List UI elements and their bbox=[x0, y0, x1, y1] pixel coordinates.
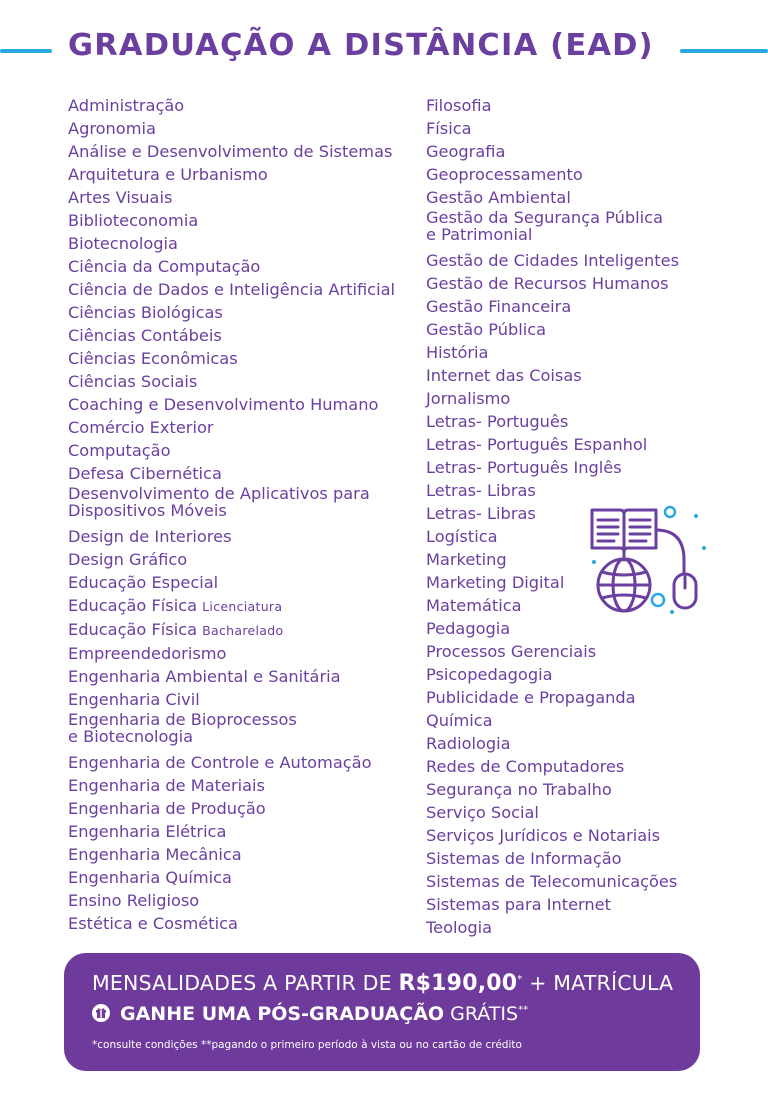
course-item bbox=[68, 594, 418, 618]
course-name: Engenharia Ambiental e Sanitária bbox=[68, 667, 341, 686]
title-right-rule bbox=[680, 49, 768, 53]
course-name: Educação Física bbox=[68, 620, 198, 639]
header bbox=[0, 0, 768, 100]
course-item bbox=[68, 665, 418, 688]
course-item bbox=[68, 525, 418, 548]
course-name: Biotecnologia bbox=[68, 234, 178, 253]
course-name: Letras- Português bbox=[426, 412, 569, 431]
course-name: Pedagogia bbox=[426, 619, 511, 638]
course-name: Gestão Financeira bbox=[426, 297, 572, 316]
course-name-line1: Gestão da Segurança Pública bbox=[426, 208, 663, 227]
monthly-price-line bbox=[92, 971, 673, 996]
course-item bbox=[68, 571, 418, 594]
course-name: Ciência de Dados e Inteligência Artificial bbox=[68, 280, 395, 299]
course-item bbox=[68, 278, 418, 301]
course-item bbox=[68, 140, 418, 163]
pricing-banner bbox=[64, 953, 700, 1071]
course-item bbox=[68, 439, 418, 462]
course-name-line2: e Patrimonial bbox=[426, 225, 533, 244]
course-item bbox=[426, 295, 726, 318]
course-item bbox=[426, 456, 726, 479]
course-name: Geografia bbox=[426, 142, 506, 161]
course-item bbox=[68, 370, 418, 393]
course-item bbox=[68, 94, 418, 117]
gift-icon bbox=[92, 1004, 110, 1022]
course-item bbox=[426, 663, 726, 686]
course-name-line2: Dispositivos Móveis bbox=[68, 501, 227, 520]
course-name: Engenharia de Controle e Automação bbox=[68, 753, 372, 772]
course-item bbox=[426, 686, 726, 709]
gift-offer-line bbox=[92, 1003, 528, 1025]
course-item bbox=[426, 709, 726, 732]
course-item bbox=[68, 209, 418, 232]
course-item bbox=[68, 889, 418, 912]
course-name: Ciências Sociais bbox=[68, 372, 198, 391]
course-name: Segurança no Trabalho bbox=[426, 780, 612, 799]
course-item bbox=[426, 479, 726, 502]
course-name: Teologia bbox=[426, 918, 493, 937]
course-name: Educação Física bbox=[68, 596, 198, 615]
course-name: Química bbox=[426, 711, 493, 730]
price-footnote-mark: * bbox=[517, 974, 523, 986]
course-name: História bbox=[426, 343, 489, 362]
course-name: Logística bbox=[426, 527, 498, 546]
course-item bbox=[68, 416, 418, 439]
course-item bbox=[68, 548, 418, 571]
course-name: Letras- Português Inglês bbox=[426, 458, 622, 477]
course-name: Ciências Contábeis bbox=[68, 326, 222, 345]
course-item bbox=[426, 916, 726, 939]
course-name: Gestão de Recursos Humanos bbox=[426, 274, 669, 293]
course-name: Ciências Biológicas bbox=[68, 303, 223, 322]
price-suffix: + MATRÍCULA bbox=[529, 971, 674, 995]
course-item bbox=[68, 751, 418, 774]
course-item bbox=[426, 318, 726, 341]
price-prefix: MENSALIDADES A PARTIR DE bbox=[92, 971, 392, 995]
course-item bbox=[68, 163, 418, 186]
course-item bbox=[68, 232, 418, 255]
book-globe-mouse-icon bbox=[584, 500, 714, 620]
course-name: Internet das Coisas bbox=[426, 366, 582, 385]
course-name: Letras- Libras bbox=[426, 481, 536, 500]
course-item bbox=[426, 387, 726, 410]
course-item bbox=[68, 255, 418, 278]
course-item bbox=[68, 642, 418, 665]
course-item bbox=[68, 301, 418, 324]
course-name: Gestão Ambiental bbox=[426, 188, 571, 207]
title-left-rule bbox=[0, 49, 52, 53]
course-name: Biblioteconomia bbox=[68, 211, 199, 230]
course-name: Computação bbox=[68, 441, 171, 460]
page-title: GRADUAÇÃO A DISTÂNCIA (EAD) bbox=[68, 28, 654, 63]
course-name: Filosofia bbox=[426, 96, 492, 115]
course-item bbox=[426, 341, 726, 364]
footnote-text: *consulte condições **pagando o primeiro período à vista ou no cartão de crédito bbox=[92, 1039, 522, 1051]
course-name: Engenharia de Materiais bbox=[68, 776, 265, 795]
course-name: Engenharia Mecânica bbox=[68, 845, 242, 864]
course-name: Empreendedorismo bbox=[68, 644, 227, 663]
course-name-line1: Engenharia de Bioprocessos bbox=[68, 710, 297, 729]
course-item bbox=[426, 778, 726, 801]
course-item bbox=[426, 364, 726, 387]
course-name: Radiologia bbox=[426, 734, 511, 753]
course-name: Gestão de Cidades Inteligentes bbox=[426, 251, 680, 270]
course-name: Defesa Cibernética bbox=[68, 464, 222, 483]
course-item bbox=[426, 870, 726, 893]
course-item bbox=[68, 912, 418, 935]
course-item bbox=[426, 186, 726, 209]
course-name: Serviços Jurídicos e Notariais bbox=[426, 826, 661, 845]
course-name: Administração bbox=[68, 96, 185, 115]
course-item bbox=[426, 801, 726, 824]
course-name: Matemática bbox=[426, 596, 522, 615]
course-item bbox=[68, 347, 418, 370]
course-item bbox=[68, 843, 418, 866]
course-name: Jornalismo bbox=[426, 389, 511, 408]
course-name: Sistemas de Informação bbox=[426, 849, 622, 868]
course-name: Engenharia Civil bbox=[68, 690, 200, 709]
course-name-line2: e Biotecnologia bbox=[68, 727, 194, 746]
course-name: Engenharia Química bbox=[68, 868, 232, 887]
course-name: Processos Gerenciais bbox=[426, 642, 597, 661]
course-name: Agronomia bbox=[68, 119, 156, 138]
course-name: Letras- Português Espanhol bbox=[426, 435, 648, 454]
course-name: Design Gráfico bbox=[68, 550, 188, 569]
course-name: Gestão Pública bbox=[426, 320, 547, 339]
course-item bbox=[426, 847, 726, 870]
course-name: Ensino Religioso bbox=[68, 891, 200, 910]
course-item bbox=[68, 324, 418, 347]
course-item bbox=[68, 866, 418, 889]
course-name: Serviço Social bbox=[426, 803, 539, 822]
course-name: Marketing bbox=[426, 550, 507, 569]
course-item bbox=[426, 732, 726, 755]
offer-rest: GRÁTIS bbox=[450, 1003, 519, 1025]
course-item bbox=[426, 94, 726, 117]
course-item bbox=[426, 433, 726, 456]
course-item bbox=[68, 774, 418, 797]
course-item bbox=[68, 393, 418, 416]
course-name: Arquitetura e Urbanismo bbox=[68, 165, 268, 184]
course-item bbox=[426, 893, 726, 916]
course-item bbox=[426, 824, 726, 847]
course-item bbox=[426, 163, 726, 186]
course-item bbox=[68, 117, 418, 140]
course-name: Comércio Exterior bbox=[68, 418, 214, 437]
course-name: Publicidade e Propaganda bbox=[426, 688, 636, 707]
course-name: Física bbox=[426, 119, 472, 138]
course-item bbox=[426, 140, 726, 163]
course-name: Sistemas de Telecomunicações bbox=[426, 872, 678, 891]
course-item bbox=[426, 410, 726, 433]
course-name: Engenharia de Produção bbox=[68, 799, 266, 818]
course-name: Psicopedagogia bbox=[426, 665, 553, 684]
price-value: R$190,00 bbox=[398, 971, 518, 996]
course-name: Engenharia Elétrica bbox=[68, 822, 227, 841]
course-name: Letras- Libras bbox=[426, 504, 536, 523]
course-name: Design de Interiores bbox=[68, 527, 232, 546]
course-name: Sistemas para Internet bbox=[426, 895, 611, 914]
course-item bbox=[68, 820, 418, 843]
course-item bbox=[68, 186, 418, 209]
course-item bbox=[426, 272, 726, 295]
course-name: Estética e Cosmética bbox=[68, 914, 238, 933]
course-name: Coaching e Desenvolvimento Humano bbox=[68, 395, 379, 414]
course-item bbox=[426, 617, 726, 640]
course-item bbox=[426, 117, 726, 140]
course-item bbox=[426, 249, 726, 272]
course-name: Ciências Econômicas bbox=[68, 349, 238, 368]
course-name: Geoprocessamento bbox=[426, 165, 583, 184]
offer-highlight: GANHE UMA PÓS-GRADUAÇÃO bbox=[120, 1003, 445, 1025]
course-item bbox=[68, 688, 418, 711]
course-name: Educação Especial bbox=[68, 573, 219, 592]
course-degree-type: Licenciatura bbox=[202, 599, 283, 614]
course-name: Artes Visuais bbox=[68, 188, 173, 207]
course-item bbox=[68, 711, 418, 751]
course-name-line1: Desenvolvimento de Aplicativos para bbox=[68, 484, 370, 503]
course-item bbox=[426, 640, 726, 663]
course-list-left bbox=[68, 94, 418, 935]
course-item bbox=[68, 618, 418, 642]
course-item bbox=[68, 462, 418, 485]
course-degree-type: Bacharelado bbox=[202, 623, 284, 638]
course-name: Marketing Digital bbox=[426, 573, 565, 592]
course-item bbox=[426, 755, 726, 778]
course-name: Análise e Desenvolvimento de Sistemas bbox=[68, 142, 393, 161]
course-item bbox=[426, 209, 726, 249]
offer-footnote-mark: ** bbox=[518, 1004, 529, 1016]
course-name: Ciência da Computação bbox=[68, 257, 261, 276]
course-item bbox=[68, 485, 418, 525]
course-item bbox=[68, 797, 418, 820]
course-name: Redes de Computadores bbox=[426, 757, 625, 776]
